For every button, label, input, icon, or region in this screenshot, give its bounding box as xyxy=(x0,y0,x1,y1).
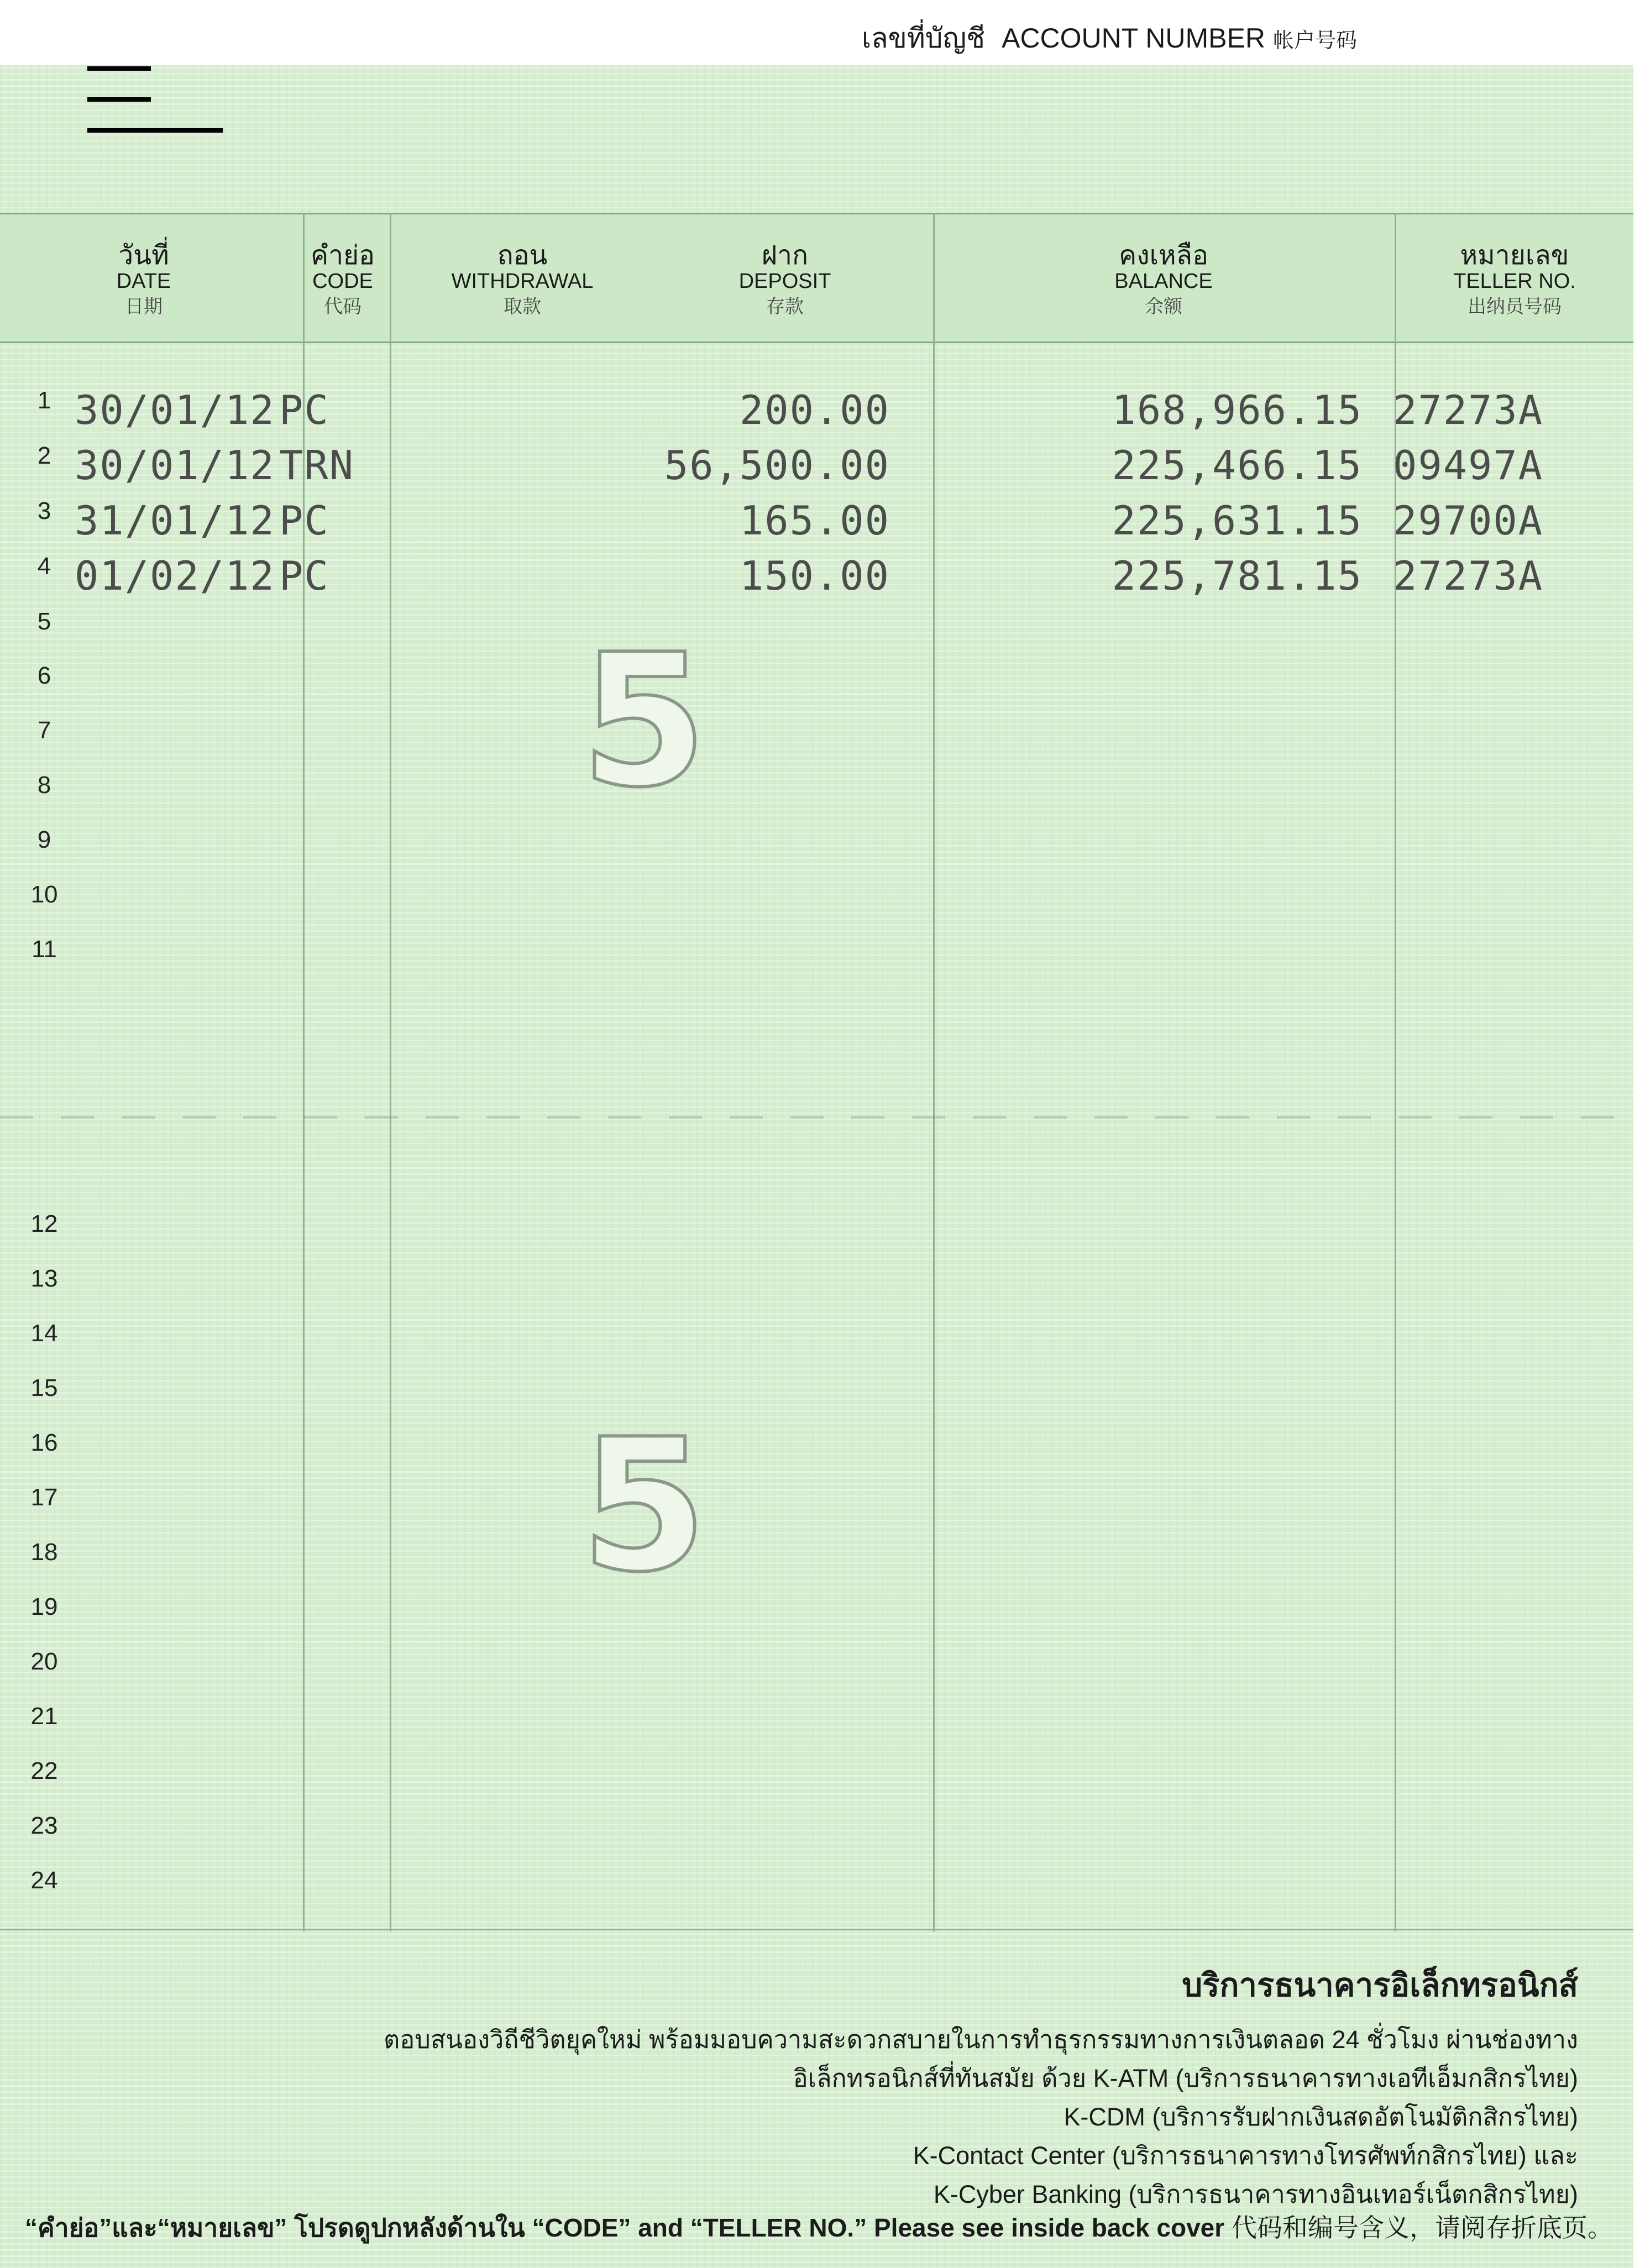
column-header-code xyxy=(301,243,384,319)
row-number: 23 xyxy=(30,1812,58,1839)
entry-teller: 29700A xyxy=(1393,497,1544,544)
entry-balance: 225,631.15 xyxy=(1112,497,1363,544)
row-number: 1 xyxy=(37,387,51,414)
account-label-zh: 帐户号码 xyxy=(1272,29,1357,53)
column-divider xyxy=(933,213,935,1931)
column-header-balance xyxy=(1072,243,1255,319)
column-divider xyxy=(390,213,391,1931)
bottom-note-en: “CODE” and “TELLER NO.” Please see inside back cover xyxy=(532,2213,1225,2242)
footer-line: ตอบสนองวิถีชีวิตยุคใหม่ พร้อมมอบความสะดวกสบายในการทำธุรกรรมทางการเงินตลอด 24 ชั่วโมง ผ่านช่องทาง xyxy=(384,2025,1578,2054)
column-header-date xyxy=(97,243,191,319)
entry-date: 30/01/12 xyxy=(75,387,275,433)
column-deposit-en: DEPOSIT xyxy=(738,270,831,293)
bottom-note-zh: 代码和编号含义，请阅存折底页。 xyxy=(1231,2213,1613,2242)
page-number-watermark: 5 xyxy=(580,615,708,827)
account-label-en: ACCOUNT NUMBER xyxy=(1002,23,1265,54)
column-deposit-th: ฝาก xyxy=(761,241,809,270)
footer-title: บริการธนาคารอิเล็กทรอนิกส์ xyxy=(1182,1967,1578,2003)
row-number: 8 xyxy=(37,771,51,799)
entry-date: 31/01/12 xyxy=(75,497,275,544)
row-number: 4 xyxy=(37,553,51,580)
entry-deposit: 150.00 xyxy=(739,553,890,599)
column-date-th: วันที่ xyxy=(118,241,169,270)
row-number: 6 xyxy=(37,662,51,689)
entry-code: PC xyxy=(279,387,329,433)
column-balance-zh: 余额 xyxy=(1145,296,1182,317)
row-number: 20 xyxy=(30,1648,58,1675)
account-number-label xyxy=(862,17,1357,60)
column-header-teller xyxy=(1421,243,1609,319)
column-teller-zh: 出纳员号码 xyxy=(1468,296,1562,317)
entry-balance: 225,466.15 xyxy=(1112,442,1363,489)
row-number: 11 xyxy=(32,936,57,963)
footer-info xyxy=(384,1959,1578,2214)
column-balance-th: คงเหลือ xyxy=(1119,241,1208,270)
column-withdrawal-zh: 取款 xyxy=(504,296,541,317)
entry-code: PC xyxy=(279,497,329,544)
footer-line: อิเล็กทรอนิกส์ที่ทันสมัย ด้วย K-ATM (บริการธนาคารทางเอทีเอ็มกสิกรไทย) xyxy=(793,2064,1578,2092)
page-mark xyxy=(87,128,223,133)
row-number: 12 xyxy=(30,1210,58,1237)
entry-deposit: 165.00 xyxy=(739,497,890,544)
entry-date: 30/01/12 xyxy=(75,442,275,489)
table-header xyxy=(0,213,1633,343)
row-number: 10 xyxy=(30,881,58,908)
row-number: 21 xyxy=(30,1703,58,1730)
row-number: 16 xyxy=(30,1429,58,1456)
row-number: 13 xyxy=(30,1265,58,1292)
entry-deposit: 200.00 xyxy=(739,387,890,433)
footer-divider xyxy=(0,1929,1633,1930)
row-number: 15 xyxy=(30,1374,58,1401)
account-label-th: เลขที่บัญชี xyxy=(861,23,986,54)
row-number: 17 xyxy=(30,1484,58,1511)
page-index-marks xyxy=(87,66,223,159)
column-date-en: DATE xyxy=(116,270,171,293)
entry-code: PC xyxy=(279,553,329,599)
row-number: 3 xyxy=(37,497,51,524)
row-number: 24 xyxy=(30,1867,58,1894)
column-code-en: CODE xyxy=(312,270,373,293)
header-band xyxy=(0,0,1633,65)
column-withdrawal-th: ถอน xyxy=(497,241,548,270)
column-code-zh: 代码 xyxy=(324,296,362,317)
row-number: 9 xyxy=(37,826,51,853)
row-number: 14 xyxy=(30,1320,58,1347)
row-number: 18 xyxy=(30,1539,58,1566)
column-withdrawal-en: WITHDRAWAL xyxy=(451,270,594,293)
fold-line xyxy=(0,1116,1633,1119)
row-number: 22 xyxy=(30,1757,58,1784)
row-number: 19 xyxy=(30,1593,58,1620)
footer-line: K-CDM (บริการรับฝากเงินสดอัตโนมัติกสิกรไทย) xyxy=(1064,2103,1578,2131)
column-teller-th: หมายเลข xyxy=(1460,241,1569,270)
row-number: 2 xyxy=(37,442,51,469)
entry-balance: 225,781.15 xyxy=(1112,553,1363,599)
column-header-deposit xyxy=(696,243,873,319)
entry-teller: 27273A xyxy=(1393,553,1544,599)
page-number-watermark: 5 xyxy=(580,1400,708,1612)
page-mark xyxy=(87,97,151,102)
entry-teller: 27273A xyxy=(1393,387,1544,433)
footer-line: K-Cyber Banking (บริการธนาคารทางอินเทอร์เน็ตกสิกรไทย) xyxy=(933,2180,1578,2208)
row-number: 5 xyxy=(37,608,51,635)
row-number: 7 xyxy=(37,717,51,744)
footer-line: K-Contact Center (บริการธนาคารทางโทรศัพท์กสิกรไทย) และ xyxy=(913,2141,1578,2170)
column-header-withdrawal xyxy=(420,243,625,319)
column-balance-en: BALANCE xyxy=(1114,270,1213,293)
bottom-note xyxy=(25,2208,1613,2248)
column-date-zh: 日期 xyxy=(125,296,163,317)
page-mark xyxy=(87,66,151,71)
column-deposit-zh: 存款 xyxy=(766,296,804,317)
bottom-note-th: “คำย่อ”และ“หมายเลข” โปรดดูปกหลังด้านใน xyxy=(25,2213,525,2242)
entry-teller: 09497A xyxy=(1393,442,1544,489)
column-code-th: คำย่อ xyxy=(310,241,375,270)
entry-deposit: 56,500.00 xyxy=(664,442,890,489)
entry-balance: 168,966.15 xyxy=(1112,387,1363,433)
entry-date: 01/02/12 xyxy=(75,553,275,599)
entry-code: TRN xyxy=(279,442,355,489)
column-teller-en: TELLER NO. xyxy=(1453,270,1576,293)
